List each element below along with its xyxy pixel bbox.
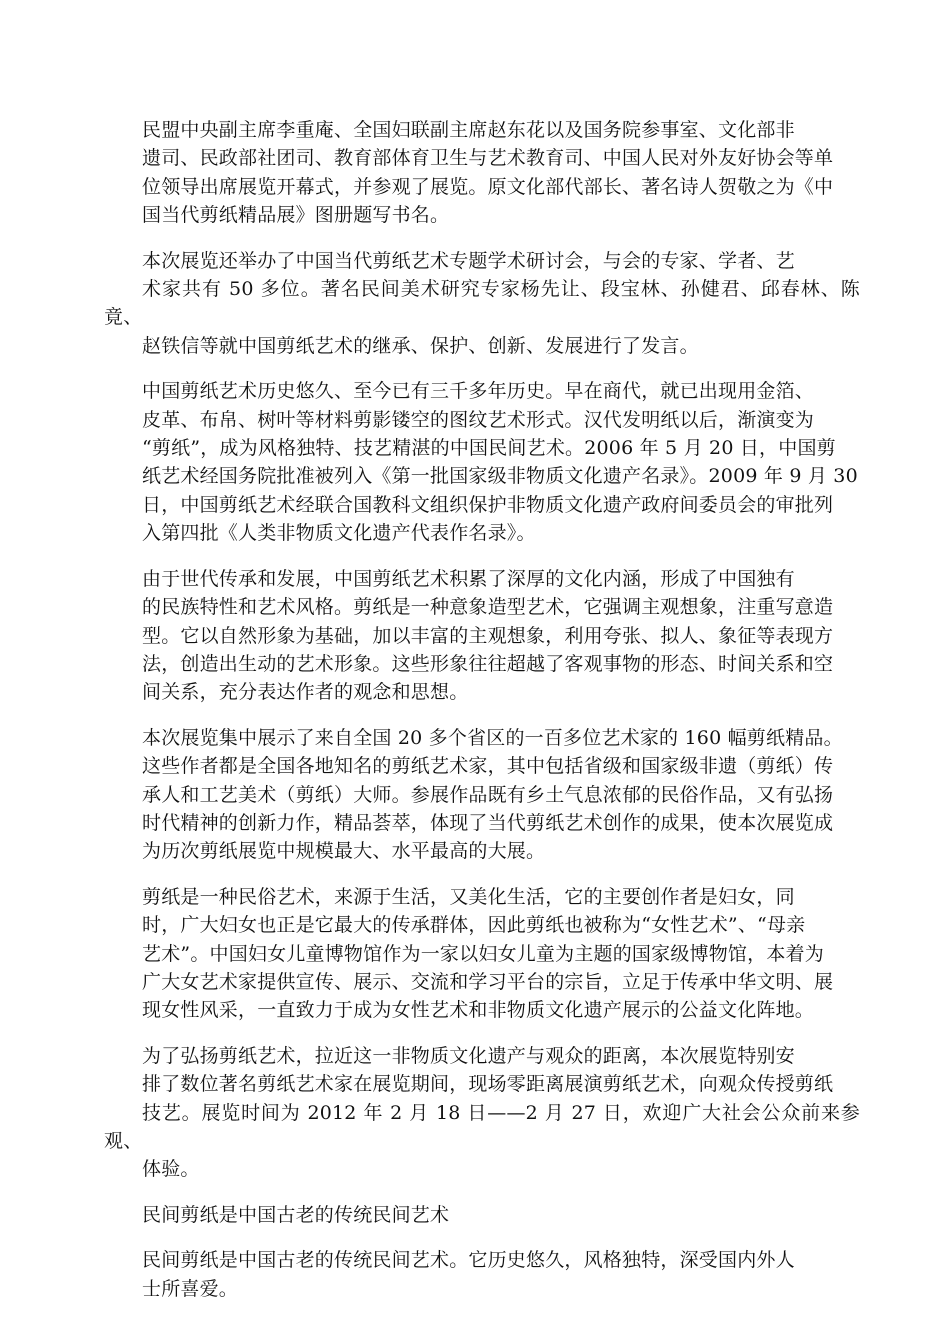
paragraph-line: 日，中国剪纸艺术经联合国教科文组织保护非物质文化遗产政府间委员会的审批列 <box>142 493 834 516</box>
paragraph-line: 士所喜爱。 <box>142 1277 239 1300</box>
paragraph-7 <box>104 1042 860 1184</box>
paragraph-line: 体验。 <box>142 1158 200 1181</box>
paragraph-line: 广大女艺术家提供宣传、展示、交流和学习平台的宗旨，立足于传承中华文明、展 <box>142 970 834 993</box>
paragraph-line: 间关系，充分表达作者的观念和思想。 <box>142 681 469 704</box>
paragraph-8 <box>104 1246 860 1303</box>
paragraph-line: 位领导出席展览开幕式，并参观了展览。原文化部代部长、著名诗人贺敬之为《中 <box>142 175 834 198</box>
section-heading <box>104 1201 860 1229</box>
document-body <box>104 116 860 1320</box>
paragraph-line: 民盟中央副主席李重庵、全国妇联副主席赵东花以及国务院参事室、文化部非 <box>142 119 795 141</box>
paragraph-line: 赵铁信等就中国剪纸艺术的继承、保护、创新、发展进行了发言。 <box>142 334 699 357</box>
paragraph-line: 法，创造出生动的艺术形象。这些形象往往超越了客观事物的形态、时间关系和空 <box>142 652 834 675</box>
paragraph-line: 纸艺术经国务院批准被列入《第一批国家级非物质文化遗产名录》。2009 年 9 月 30 <box>142 465 858 488</box>
section-heading-text: 民间剪纸是中国古老的传统民间艺术 <box>142 1203 450 1226</box>
paragraph-line: 的民族特性和艺术风格。剪纸是一种意象造型艺术，它强调主观想象，注重写意造 <box>142 596 834 619</box>
paragraph-line: 民间剪纸是中国古老的传统民间艺术。它历史悠久，风格独特，深受国内外人 <box>142 1249 795 1272</box>
paragraph-line: 由于世代传承和发展，中国剪纸艺术积累了深厚的文化内涵，形成了中国独有 <box>142 567 795 590</box>
paragraph-line: 现女性风采，一直致力于成为女性艺术和非物质文化遗产展示的公益文化阵地。 <box>142 999 815 1022</box>
paragraph-line: 术家共有 50 多位。著名民间美术研究专家杨先让、段宝林、孙健君、邱春林、陈竟、 <box>104 278 860 329</box>
paragraph-2 <box>104 247 860 361</box>
paragraph-line: 为历次剪纸展览中规模最大、水平最高的大展。 <box>142 840 546 863</box>
paragraph-4 <box>104 565 860 707</box>
paragraph-line: 艺术”。中国妇女儿童博物馆作为一家以妇女儿童为主题的国家级博物馆，本着为 <box>142 942 824 965</box>
paragraph-line: 这些作者都是全国各地知名的剪纸艺术家，其中包括省级和国家级非遗（剪纸）传 <box>142 755 834 778</box>
paragraph-line: 皮革、布帛、树叶等材料剪影镂空的图纹艺术形式。汉代发明纸以后，渐演变为 <box>142 408 815 431</box>
paragraph-line: 入第四批《人类非物质文化遗产代表作名录》。 <box>142 522 536 545</box>
paragraph-line: 中国剪纸艺术历史悠久、至今已有三千多年历史。早在商代，就已出现用金箔、 <box>142 380 815 403</box>
paragraph-line: 国当代剪纸精品展》图册题写书名。 <box>142 204 450 227</box>
paragraph-line: 遗司、民政部社团司、教育部体育卫生与艺术教育司、中国人民对外友好协会等单 <box>142 147 834 170</box>
paragraph-5 <box>104 724 860 866</box>
paragraph-line: 剪纸是一种民俗艺术，来源于生活，又美化生活，它的主要创作者是妇女，同 <box>142 885 795 908</box>
paragraph-3 <box>104 377 860 547</box>
paragraph-line: 时代精神的创新力作，精品荟萃，体现了当代剪纸艺术创作的成果，使本次展览成 <box>142 811 834 834</box>
paragraph-line: 排了数位著名剪纸艺术家在展览期间，现场零距离展演剪纸艺术，向观众传授剪纸 <box>142 1073 834 1096</box>
paragraph-6 <box>104 883 860 1025</box>
paragraph-line: 本次展览集中展示了来自全国 20 多个省区的一百多位艺术家的 160 幅剪纸精品。 <box>142 726 843 749</box>
paragraph-line: 为了弘扬剪纸艺术，拉近这一非物质文化遗产与观众的距离，本次展览特别安 <box>142 1044 795 1067</box>
paragraph-line: 承人和工艺美术（剪纸）大师。参展作品既有乡土气息浓郁的民俗作品，又有弘扬 <box>142 783 834 806</box>
paragraph-line: 型。它以自然形象为基础，加以丰富的主观想象，利用夸张、拟人、象征等表现方 <box>142 624 834 647</box>
paragraph-1 <box>104 116 860 230</box>
paragraph-line: “剪纸”，成为风格独特、技艺精湛的中国民间艺术。2006 年 5 月 20 日，中国剪 <box>142 437 836 460</box>
paragraph-line: 本次展览还举办了中国当代剪纸艺术专题学术研讨会，与会的专家、学者、艺 <box>142 249 795 272</box>
paragraph-line: 时，广大妇女也正是它最大的传承群体，因此剪纸也被称为“女性艺术”、“母亲 <box>142 914 806 937</box>
paragraph-line: 技艺。展览时间为 2012 年 2 月 18 日——2 月 27 日，欢迎广大社会公众前来参观、 <box>104 1101 860 1152</box>
